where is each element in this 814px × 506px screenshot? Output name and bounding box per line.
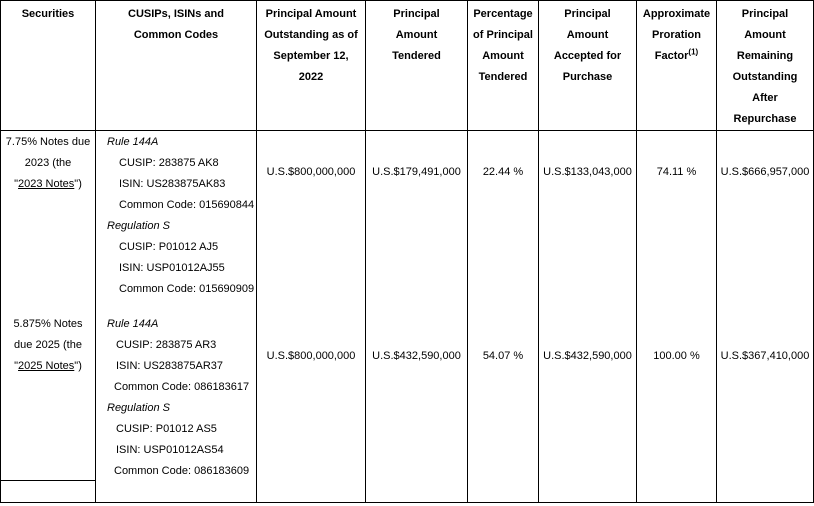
row-2025-quote-close: ")	[74, 360, 82, 372]
col-divider-3	[365, 0, 366, 503]
header-outstanding-line-3: September 12,	[273, 50, 349, 62]
footnote-marker: (1)	[688, 47, 699, 57]
row-2023-defined-term: 2023 Notes	[18, 178, 75, 190]
table-border-top	[0, 0, 814, 1]
header-proration-line-2: Proration	[652, 29, 701, 41]
row-2025-codes	[107, 314, 255, 482]
header-securities	[1, 4, 95, 25]
row-2025-quote-open: "	[14, 360, 19, 372]
header-percentage-line-4: Tendered	[478, 71, 528, 83]
row-2025-accepted: U.S.$432,590,000	[543, 350, 632, 362]
row-2025-defined-term: 2025 Notes	[18, 360, 75, 372]
row-2025-proration: 100.00 %	[653, 350, 700, 362]
row-2023-quote-open: "	[14, 178, 19, 190]
row-2025-percentage: 54.07 %	[482, 350, 524, 362]
row-2023-isin-regs: ISIN: USP01012AJ55	[119, 262, 225, 274]
header-outstanding-line-4: 2022	[298, 71, 324, 83]
row-2023-codes	[107, 132, 255, 300]
header-tendered-line-1: Principal	[393, 8, 440, 20]
header-tendered	[366, 4, 467, 67]
header-outstanding	[257, 4, 365, 88]
row-2025-outstanding: U.S.$800,000,000	[266, 350, 356, 362]
row-2023-common-code-144a: Common Code: 015690844	[119, 199, 255, 211]
row-2025-cusip-regs: CUSIP: P01012 AS5	[116, 423, 217, 435]
row-2023-accepted: U.S.$133,043,000	[543, 166, 632, 178]
header-tendered-line-2: Amount	[395, 29, 438, 41]
row-2023-rule144a-label: Rule 144A	[107, 136, 159, 148]
row-2023-remaining: U.S.$666,957,000	[720, 166, 810, 178]
row-2025-security-line-1: 5.875% Notes	[13, 318, 83, 330]
header-proration-line-1: Approximate	[642, 8, 711, 20]
row-2023-percentage: 22.44 %	[482, 166, 524, 178]
row-2025-rule144a-label: Rule 144A	[107, 318, 159, 330]
header-proration-factor: Factor	[654, 50, 689, 62]
header-divider	[0, 130, 814, 131]
header-accepted-line-4: Purchase	[562, 71, 613, 83]
header-accepted-line-1: Principal	[564, 8, 611, 20]
header-securities-text: Securities	[21, 8, 75, 20]
col-divider-1	[95, 0, 96, 503]
header-codes	[96, 4, 256, 46]
header-remaining-line-2: Amount	[744, 29, 786, 41]
row-2023-quote-close: ")	[74, 178, 82, 190]
row-2025-remaining: U.S.$367,410,000	[720, 350, 810, 362]
header-codes-text: CUSIPs, ISINs and Common Codes	[128, 8, 224, 41]
header-proration-line-3	[637, 46, 716, 67]
row-2023-cusip-144a: CUSIP: 283875 AK8	[119, 157, 219, 169]
row-2025-security	[1, 314, 95, 377]
header-percentage	[468, 4, 538, 88]
header-percentage-line-3: Amount	[482, 50, 524, 62]
row-2025-regs-label: Regulation S	[107, 402, 170, 414]
header-accepted	[539, 4, 636, 88]
row-2023-isin-144a: ISIN: US283875AK83	[119, 178, 226, 190]
footer-divider-left	[0, 480, 95, 481]
row-2023-outstanding: U.S.$800,000,000	[266, 166, 356, 178]
row-2023-security	[1, 132, 95, 195]
header-proration	[637, 4, 716, 67]
header-remaining-line-3: Remaining	[736, 50, 794, 62]
row-2023-tendered: U.S.$179,491,000	[372, 166, 461, 178]
row-2025-cusip-144a: CUSIP: 283875 AR3	[116, 339, 217, 351]
row-2023-cusip-regs: CUSIP: P01012 AJ5	[119, 241, 219, 253]
header-remaining-line-4: Outstanding	[732, 71, 798, 83]
header-percentage-line-2: of Principal	[473, 29, 533, 41]
row-2023-proration: 74.11 %	[656, 166, 697, 178]
header-outstanding-line-1: Principal Amount	[265, 8, 357, 20]
table-border-bottom	[0, 502, 814, 503]
table-border-left	[0, 0, 1, 503]
header-remaining-line-1: Principal	[741, 8, 789, 20]
row-2025-tendered: U.S.$432,590,000	[372, 350, 461, 362]
row-2023-regs-label: Regulation S	[107, 220, 170, 232]
row-2025-isin-144a: ISIN: US283875AR37	[116, 360, 224, 372]
row-2025-common-code-144a: Common Code: 086183617	[114, 381, 250, 393]
row-2025-security-line-3	[1, 356, 95, 377]
header-accepted-line-3: Accepted for	[553, 50, 622, 62]
header-remaining-line-6: Repurchase	[733, 113, 797, 125]
row-2023-security-line-3	[1, 174, 95, 195]
header-percentage-line-1: Percentage	[473, 8, 533, 20]
row-2023-security-line-1: 7.75% Notes due	[5, 136, 91, 148]
header-accepted-line-2: Amount	[566, 29, 609, 41]
row-2025-common-code-regs: Common Code: 086183609	[114, 465, 250, 477]
header-tendered-line-3: Tendered	[392, 50, 441, 62]
row-2023-common-code-regs: Common Code: 015690909	[119, 283, 255, 295]
header-remaining-line-5: After	[752, 92, 778, 104]
row-2025-security-line-2: due 2025 (the	[14, 339, 82, 351]
row-2023-security-line-2: 2023 (the	[24, 157, 72, 169]
row-2025-isin-regs: ISIN: USP01012AS54	[116, 444, 224, 456]
col-divider-6	[636, 0, 637, 503]
header-outstanding-line-2: Outstanding as of	[264, 29, 358, 41]
header-remaining	[717, 4, 813, 130]
